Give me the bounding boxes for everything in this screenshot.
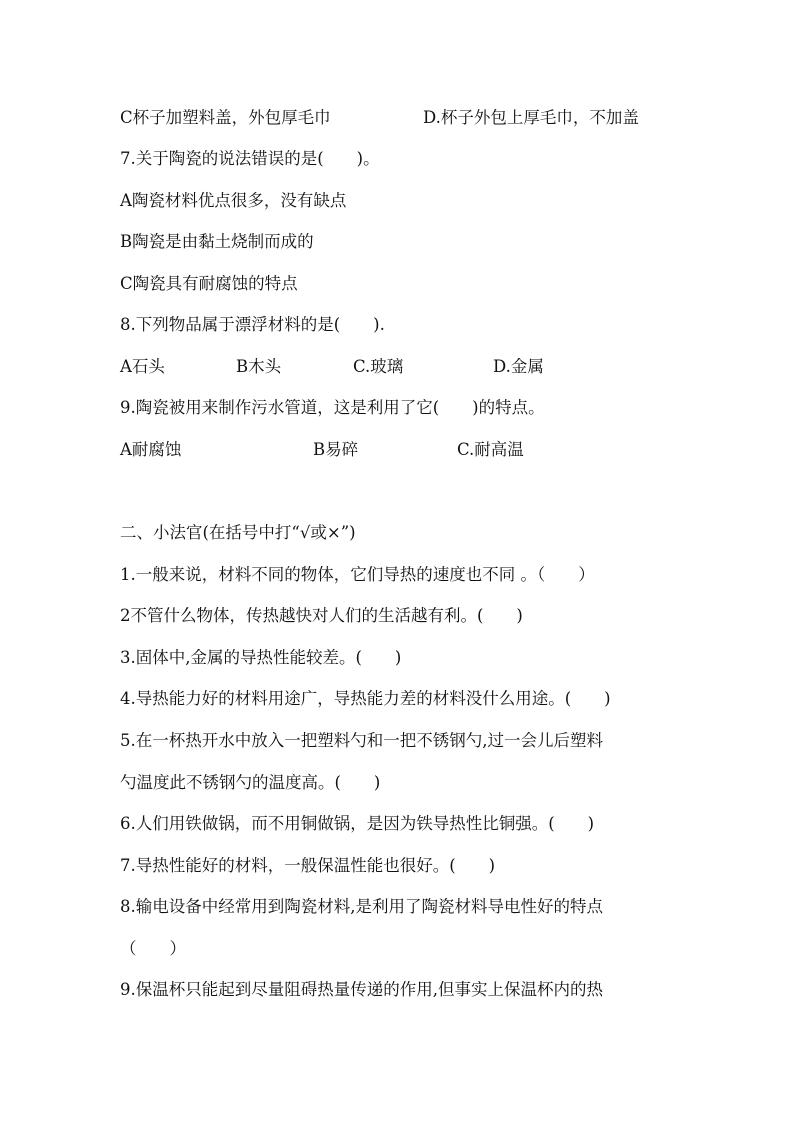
q7-stem: 7.关于陶瓷的说法错误的是( )。 xyxy=(120,149,380,168)
section2-item: 2不管什么物体，传热越快对人们的生活越有利。( ) xyxy=(120,606,523,625)
q8-option-d: D.金属 xyxy=(493,357,544,376)
q7-option-c: C陶瓷具有耐腐蚀的特点 xyxy=(120,274,298,293)
q6-option-c: C杯子加塑料盖，外包厚毛巾 xyxy=(120,108,331,127)
section2-item: 3.固体中,金属的导热性能较差。( ) xyxy=(120,648,402,667)
section2-item: 6.人们用铁做锅，而不用铜做锅，是因为铁导热性比铜强。( ) xyxy=(120,814,595,833)
q8-option-b: B木头 xyxy=(236,357,282,376)
q8-stem: 8.下列物品属于漂浮材料的是( ). xyxy=(120,315,385,334)
q8-option-c: C.玻璃 xyxy=(353,357,404,376)
q9-option-c: C.耐高温 xyxy=(457,440,524,459)
q9-stem: 9.陶瓷被用来制作污水管道，这是利用了它( )的特点。 xyxy=(120,398,545,417)
q7-option-b: B陶瓷是由黏土烧制而成的 xyxy=(120,232,314,251)
q6-option-d: D.杯子外包上厚毛巾，不加盖 xyxy=(423,108,639,127)
section2-item-continuation: 勺温度此不锈钢勺的温度高。( ) xyxy=(120,773,381,792)
q9-option-a: A耐腐蚀 xyxy=(120,440,182,459)
q7-option-a: A陶瓷材料优点很多，没有缺点 xyxy=(120,191,347,210)
section2-item: 9.保温杯只能起到尽量阻碍热量传递的作用,但事实上保温杯内的热 xyxy=(120,980,603,999)
section2-item: 1.一般来说，材料不同的物体，它们导热的速度也不同 。（ ） xyxy=(120,565,595,584)
q9-option-b: B易碎 xyxy=(313,440,359,459)
section2-item: 5.在一杯热开水中放入一把塑料勺和一把不锈钢勺,过一会儿后塑料 xyxy=(120,731,603,750)
section2-item: 8.输电设备中经常用到陶瓷材料,是利用了陶瓷材料导电性好的特点 xyxy=(120,897,603,916)
section2-item-continuation: （ ） xyxy=(120,939,186,958)
q8-option-a: A石头 xyxy=(120,357,165,376)
section2-item: 7.导热性能好的材料，一般保温性能也很好。( ) xyxy=(120,856,496,875)
section2-title: 二、小法官(在括号中打“√或×”) xyxy=(120,523,356,542)
q9-options-row xyxy=(120,440,524,520)
section2-item: 4.导热能力好的材料用途广，导热能力差的材料没什么用途。( ) xyxy=(120,689,611,708)
